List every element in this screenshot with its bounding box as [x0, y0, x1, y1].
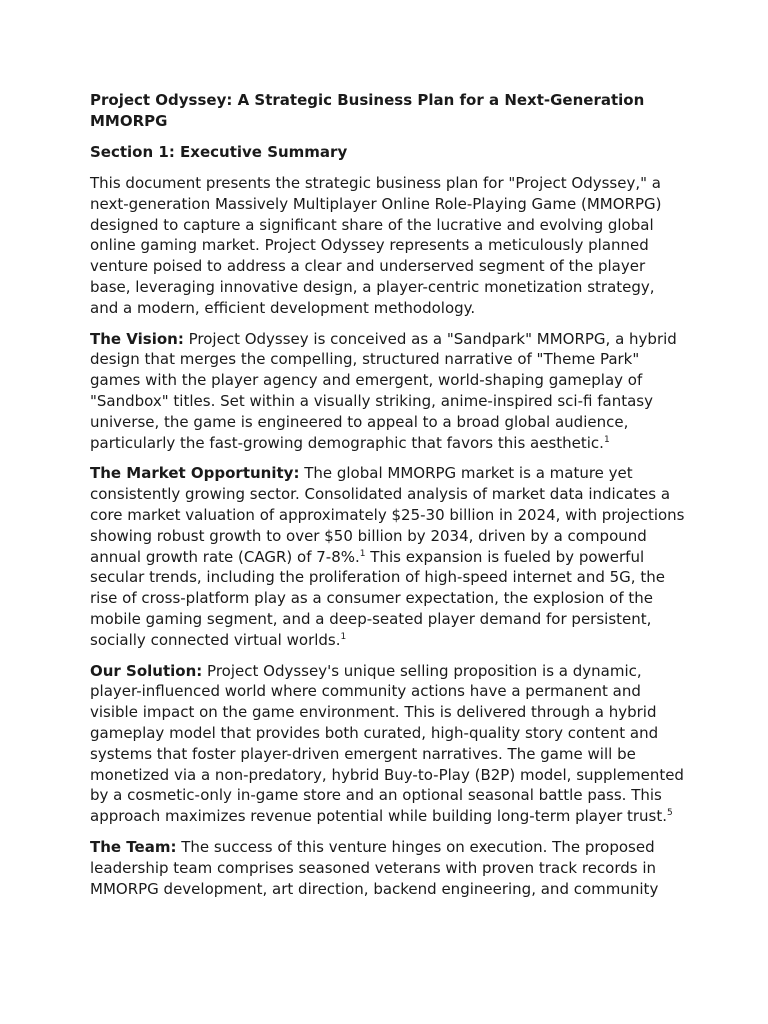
- intro-paragraph: This document presents the strategic business plan for "Project Odyssey," a next-generation Massively Multiplayer Online Role-Playing Game (MMORPG) designed to capture a significant share of the lucrative and evolving global online gaming market. Project Odyssey represents a meticulously planned venture poised to address a clear and underserved segment of the player base, leveraging innovative design, a player-centric monetization strategy, and a modern, efficient development methodology.: [90, 174, 662, 317]
- team-text: The success of this venture hinges on execution. The proposed leadership team comprises seasoned veterans with proven track records in MMORPG development, art direction, backend engineering, and community: [90, 837, 659, 898]
- market-lead: The Market Opportunity:: [90, 464, 300, 483]
- document-body: [90, 90, 686, 909]
- vision-text: Project Odyssey is conceived as a "Sandpark" MMORPG, a hybrid design that merges the compelling, structured narrative of "Theme Park" games with the player agency and emergent, world-shaping gameplay of "Sandbox" titles. Set within a visually striking, anime-inspired sci-fi fantasy universe, the game is engineered to appeal to a broad global audience, particularly the fast-growing demographic that favors this aesthetic.: [90, 329, 677, 452]
- footnote-ref[interactable]: 1: [340, 631, 347, 642]
- footnote-ref[interactable]: 1: [359, 548, 366, 559]
- team-paragraph: [90, 837, 686, 899]
- market-text-b: This expansion is fueled by powerful secular trends, including the proliferation of high-speed internet and 5G, the rise of cross-platform play as a consumer expectation, the explosion of the mobile gaming segment, and a deep-seated player demand for persistent, socially connected virtual worlds.: [90, 547, 665, 649]
- market-paragraph: [90, 463, 686, 650]
- footnote-ref[interactable]: 1: [603, 434, 610, 445]
- vision-paragraph: [90, 329, 686, 454]
- solution-paragraph: [90, 661, 686, 827]
- document-title: Project Odyssey: A Strategic Business Plan for a Next-Generation MMORPG: [90, 91, 645, 130]
- team-lead: The Team:: [90, 837, 177, 856]
- vision-lead: The Vision:: [90, 329, 184, 348]
- section-heading: Section 1: Executive Summary: [90, 143, 348, 161]
- solution-text: Project Odyssey's unique selling proposition is a dynamic, player-influenced world where community actions have a permanent and visible impact on the game environment. This is delivered through a hybrid gameplay model that provides both curated, high-quality story content and systems that foster player-driven emergent narratives. The game will be monetized via a non-predatory, hybrid Buy-to-Play (B2P) model, supplemented by a cosmetic-only in-game store and an optional seasonal battle pass. This approach maximizes revenue potential while building long-term player trust.: [90, 661, 684, 826]
- solution-lead: Our Solution:: [90, 661, 203, 680]
- footnote-ref[interactable]: 5: [667, 808, 673, 819]
- market-text-a: The global MMORPG market is a mature yet consistently growing sector. Consolidated analysis of market data indicates a core market valuation of approximately $25-30 billion in 2024, with projections showing robust growth to over $50 billion by 2034, driven by a compound annual growth rate (CAGR) of 7-8%.: [90, 464, 685, 566]
